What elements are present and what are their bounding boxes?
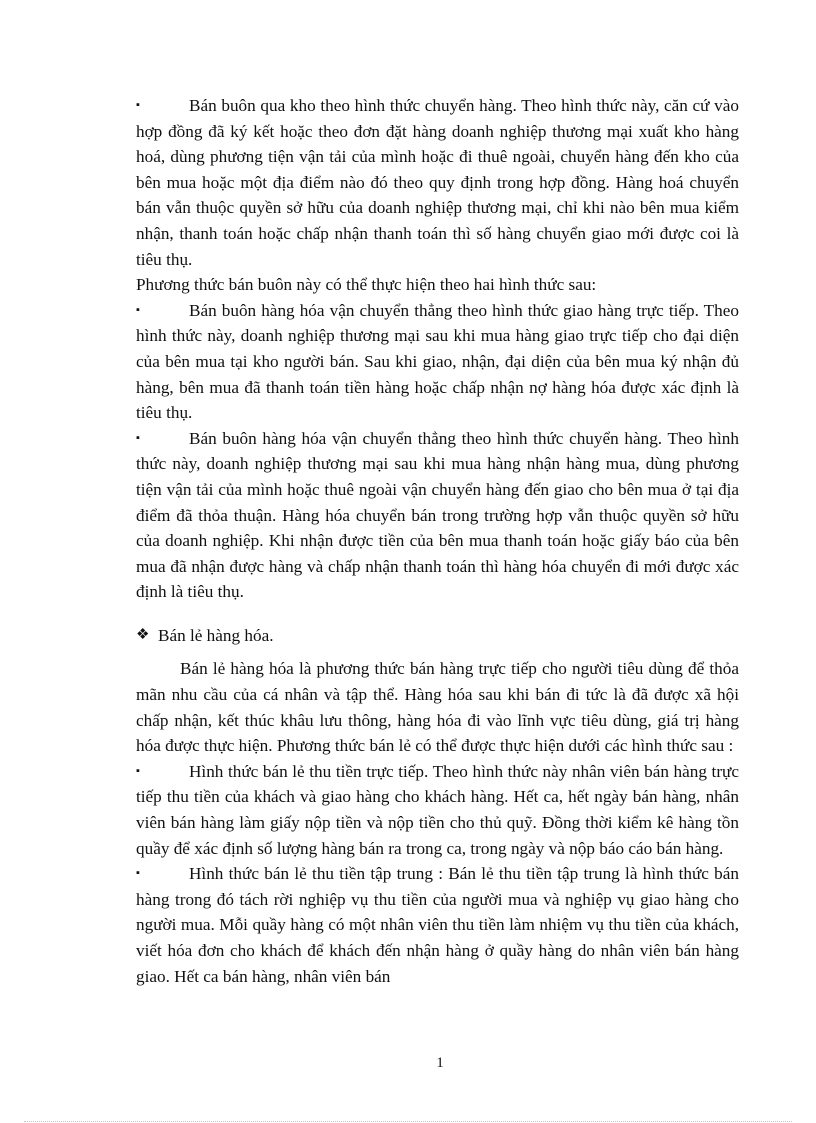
section-heading-retail bbox=[136, 623, 739, 649]
paragraph-retail-direct-collection bbox=[136, 759, 739, 861]
paragraph-text: Bán buôn hàng hóa vận chuyển thẳng theo hình thức giao hàng trực tiếp. Theo hình thức này, doanh nghiệp thương mại sau khi mua hàng giao trực tiếp cho đại diện của bên mua tại kho người bán. Sau khi giao, nhận, đại diện của bên mua ký nhận đủ hàng, bên mua đã thanh toán tiền hàng hoặc chấp nhận nợ hàng hóa được xác định là tiêu thụ. bbox=[136, 300, 739, 423]
page-footer-divider bbox=[24, 1121, 792, 1122]
square-bullet-icon: ▪ bbox=[136, 303, 140, 316]
document-body bbox=[136, 93, 739, 989]
square-bullet-icon: ▪ bbox=[136, 867, 140, 880]
paragraph-text: Hình thức bán lẻ thu tiền tập trung : Bán lẻ thu tiền tập trung là hình thức bán hàng trong đó tách rời nghiệp vụ thu tiền của người mua và nghiệp vụ giao hàng cho người mua. Mỗi quầy hàng có một nhân viên thu tiền làm nhiệm vụ thu tiền của khách, viết hóa đơn cho khách để khách đến nhận hàng ở quầy hàng do nhân viên bán hàng giao. Hết ca bán hàng, nhân viên bán bbox=[136, 864, 739, 986]
paragraph-text: Bán buôn qua kho theo hình thức chuyển hàng. Theo hình thức này, căn cứ vào hợp đồng đã ký kết hoặc theo đơn đặt hàng doanh nghiệp thương mại xuất kho hàng hoá, dùng phương tiện vận tải của mình hoặc đi thuê ngoài, chuyển hàng đến kho của bên mua hoặc một địa điểm nào đó theo quy định trong hợp đồng. Hàng hoá chuyển bán vẫn thuộc quyền sở hữu của doanh nghiệp thương mại, chỉ khi nào bên mua kiểm nhận, thanh toán hoặc chấp nhận thanh toán thì số hàng chuyển giao mới được coi là tiêu thụ. bbox=[136, 96, 739, 269]
square-bullet-icon: ▪ bbox=[136, 764, 140, 777]
heading-text: Bán lẻ hàng hóa. bbox=[158, 625, 274, 645]
paragraph-text: Bán buôn hàng hóa vận chuyển thẳng theo hình thức chuyển hàng. Theo hình thức này, doanh nghiệp thương mại sau khi mua hàng nhận hàng mua, dùng phương tiện vận tải của mình hoặc thuê ngoài vận chuyển hàng đến giao cho bên mua ở tại địa điểm đã thỏa thuận. Hàng hóa chuyển bán trong trường hợp vẫn thuộc quyền sở hữu của doanh nghiệp. Khi nhận được tiền của bên mua thanh toán hoặc giấy báo của bên mua đã nhận được hàng và chấp nhận thanh toán thì hàng hóa chuyển đi mới được xác định là tiêu thụ. bbox=[136, 428, 739, 602]
paragraph-retail-intro bbox=[136, 656, 739, 758]
paragraph-text: Phương thức bán buôn này có thể thực hiện theo hai hình thức sau: bbox=[136, 275, 597, 295]
paragraph-direct-delivery bbox=[136, 298, 739, 426]
diamond-bullet-icon: ❖ bbox=[136, 626, 150, 643]
paragraph-direct-transfer bbox=[136, 426, 739, 605]
page-number: 1 bbox=[436, 1055, 444, 1071]
paragraph-retail-centralized-collection bbox=[136, 861, 739, 989]
paragraph-wholesale-warehouse-transfer bbox=[136, 93, 739, 272]
paragraph-text: Hình thức bán lẻ thu tiền trực tiếp. Theo hình thức này nhân viên bán hàng trực tiếp thu tiền của khách và giao hàng cho khách hàng. Hết ca, hết ngày bán hàng, nhân viên bán hàng làm giấy nộp tiền và nộp tiền cho thủ quỹ. Đồng thời kiểm kê hàng tồn quầy để xác định số lượng hàng bán ra trong ca, trong ngày và nộp báo cáo bán hàng. bbox=[136, 761, 739, 858]
square-bullet-icon: ▪ bbox=[136, 431, 140, 444]
square-bullet-icon: ▪ bbox=[136, 99, 140, 111]
paragraph-wholesale-forms-intro bbox=[136, 272, 739, 298]
paragraph-text: Bán lẻ hàng hóa là phương thức bán hàng trực tiếp cho người tiêu dùng để thỏa mãn nhu cầu của cá nhân và tập thể. Hàng hóa sau khi bán đi tức là đã được xã hội chấp nhận, kết thúc khâu lưu thông, hàng hóa đi vào lĩnh vực tiêu dùng, giá trị hàng hóa được thực hiện. Phương thức bán lẻ có thể được thực hiện dưới các hình thức sau : bbox=[136, 659, 739, 756]
